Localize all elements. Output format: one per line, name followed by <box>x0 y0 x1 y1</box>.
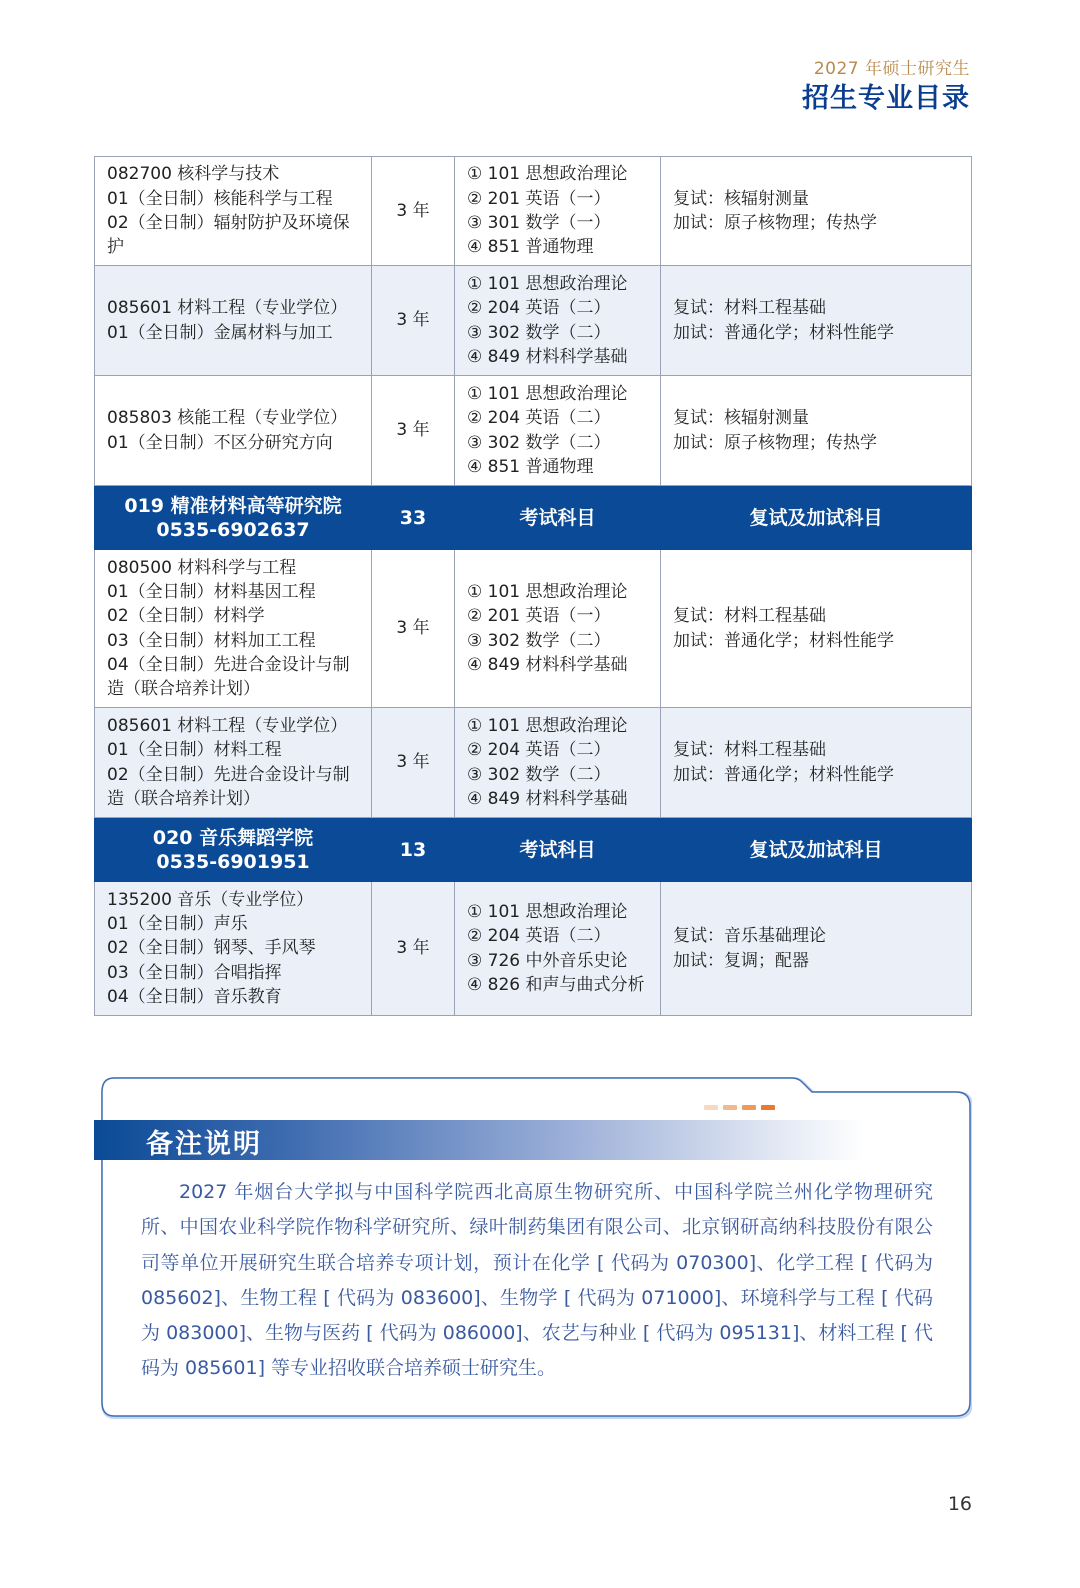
exam-subjects-cell-line: ① 101 思想政治理论 <box>467 164 628 185</box>
major-row <box>95 157 972 266</box>
study-years: 3 年 <box>372 882 455 1016</box>
major-cell-line: 02（全日制）材料学 <box>107 606 265 627</box>
major-cell-line: 03（全日制）合唱指挥 <box>107 962 282 983</box>
major-cell-line: 03（全日制）材料加工工程 <box>107 630 316 651</box>
major-cell-line: 01（全日制）金属材料与加工 <box>107 322 333 343</box>
major-cell-line: 护 <box>107 237 124 258</box>
school-quota: 13 <box>372 818 455 882</box>
exam-subjects-cell <box>455 376 661 486</box>
catalog-title: 招生专业目录 <box>802 83 970 114</box>
study-years: 3 年 <box>372 550 455 708</box>
dot-4 <box>761 1105 775 1110</box>
major-cell <box>95 376 372 486</box>
page-number: 16 <box>947 1493 972 1515</box>
major-row <box>95 708 972 818</box>
retest-subjects-cell <box>661 376 972 486</box>
major-cell-line: 135200 音乐（专业学位） <box>107 889 314 910</box>
major-cell-line: 04（全日制）音乐教育 <box>107 986 282 1007</box>
exam-subjects-cell-line: ③ 302 数学（二） <box>467 322 611 343</box>
exam-subjects-cell <box>455 708 661 818</box>
exam-subjects-cell-line: ① 101 思想政治理论 <box>467 273 628 294</box>
major-cell-line: 01（全日制）核能科学与工程 <box>107 188 333 209</box>
major-cell-line: 01（全日制）声乐 <box>107 914 248 935</box>
exam-subjects-cell-line: ④ 826 和声与曲式分析 <box>467 974 645 995</box>
study-years: 3 年 <box>372 157 455 266</box>
exam-subjects-cell <box>455 882 661 1016</box>
retest-subjects-cell-line: 加试：原子核物理；传热学 <box>673 432 877 453</box>
study-years: 3 年 <box>372 376 455 486</box>
dot-2 <box>723 1105 737 1110</box>
major-cell-line: 造（联合培养计划） <box>107 679 260 700</box>
major-cell <box>95 708 372 818</box>
major-row <box>95 882 972 1016</box>
exam-subjects-cell-line: ② 204 英语（二） <box>467 740 611 761</box>
major-cell-line: 085601 材料工程（专业学位） <box>107 298 348 319</box>
retest-subjects-cell <box>661 708 972 818</box>
retest-subjects-cell-line: 加试：普通化学；材料性能学 <box>673 322 894 343</box>
major-cell-line: 01（全日制）不区分研究方向 <box>107 432 333 453</box>
retest-subjects-cell <box>661 157 972 266</box>
major-cell-line: 01（全日制）材料基因工程 <box>107 581 316 602</box>
school-header-row <box>95 486 972 550</box>
major-cell-line: 造（联合培养计划） <box>107 788 260 809</box>
retest-subjects-cell-line: 复试：材料工程基础 <box>673 298 826 319</box>
dot-3 <box>742 1105 756 1110</box>
major-cell-line: 01（全日制）材料工程 <box>107 740 282 761</box>
retest-subjects-cell-line: 复试：材料工程基础 <box>673 606 826 627</box>
exam-subjects-cell <box>455 550 661 708</box>
major-cell-line: 02（全日制）钢琴、手风琴 <box>107 938 316 959</box>
major-cell <box>95 266 372 376</box>
exam-subjects-cell-line: ④ 851 普通物理 <box>467 456 594 477</box>
major-cell-line: 085601 材料工程（专业学位） <box>107 715 348 736</box>
school-name-cell <box>95 818 372 882</box>
exam-subjects-cell <box>455 157 661 266</box>
exam-subjects-cell-line: ④ 849 材料科学基础 <box>467 346 628 367</box>
exam-subjects-cell-line: ④ 849 材料科学基础 <box>467 654 628 675</box>
retest-subjects-cell <box>661 266 972 376</box>
retest-subjects-header: 复试及加试科目 <box>661 818 972 882</box>
exam-subjects-cell-line: ③ 302 数学（二） <box>467 764 611 785</box>
exam-subjects-cell-line: ① 101 思想政治理论 <box>467 715 628 736</box>
exam-subjects-cell-line: ① 101 思想政治理论 <box>467 383 628 404</box>
exam-subjects-header: 考试科目 <box>455 818 661 882</box>
catalog-subtitle: 2027 年硕士研究生 <box>813 59 970 79</box>
dot-1 <box>704 1105 718 1110</box>
school-quota: 33 <box>372 486 455 550</box>
retest-subjects-cell-line: 加试：普通化学；材料性能学 <box>673 630 894 651</box>
major-cell <box>95 882 372 1016</box>
major-cell-line: 04（全日制）先进合金设计与制 <box>107 654 350 675</box>
exam-subjects-cell-line: ④ 851 普通物理 <box>467 237 594 258</box>
retest-subjects-cell-line: 复试：音乐基础理论 <box>673 926 826 947</box>
study-years: 3 年 <box>372 708 455 818</box>
major-cell-line: 085803 核能工程（专业学位） <box>107 408 348 429</box>
school-name-cell <box>95 486 372 550</box>
major-cell-line: 02（全日制）先进合金设计与制 <box>107 764 350 785</box>
major-cell <box>95 550 372 708</box>
remarks-text: 2027 年烟台大学拟与中国科学院西北高原生物研究所、中国科学院兰州化学物理研究所、中国农业科学院作物科学研究所、绿叶制药集团有限公司、北京钢研高纳科技股份有限公司等单位开展研究生联合培养专项计划，预计在化学 [ 代码为 070300]、化学工程 [ 代码为 085602]、生物工程 [ 代码为 083600]、生物学 [ 代码为 071000]、环境科学与工程 [ 代码为 083000]、生物与医药 [ 代码为 086000]、农艺与种业 [ 代码为 095131]、材料工程 [ 代码为 085601] 等专业招收联合培养硕士研究生。 <box>141 1181 933 1380</box>
school-name: 019 精准材料高等研究院 <box>124 494 342 517</box>
school-phone: 0535-6902637 <box>156 518 310 541</box>
retest-subjects-cell-line: 复试：材料工程基础 <box>673 740 826 761</box>
major-row <box>95 376 972 486</box>
exam-subjects-cell-line: ③ 301 数学（一） <box>467 213 611 233</box>
retest-subjects-header: 复试及加试科目 <box>661 486 972 550</box>
major-cell-line: 082700 核科学与技术 <box>107 164 280 185</box>
school-header-row <box>95 818 972 882</box>
major-catalog-table <box>94 156 972 1016</box>
school-name: 020 音乐舞蹈学院 <box>152 826 314 849</box>
major-cell-line: 02（全日制）辐射防护及环境保 <box>107 213 350 233</box>
exam-subjects-cell-line: ③ 302 数学（二） <box>467 432 611 453</box>
retest-subjects-cell-line: 加试：复调；配器 <box>673 950 809 971</box>
major-cell <box>95 157 372 266</box>
exam-subjects-cell-line: ① 101 思想政治理论 <box>467 581 628 602</box>
retest-subjects-cell-line: 复试：核辐射测量 <box>673 408 809 429</box>
exam-subjects-cell-line: ① 101 思想政治理论 <box>467 901 628 922</box>
major-cell-line: 080500 材料科学与工程 <box>107 557 297 578</box>
exam-subjects-header: 考试科目 <box>455 486 661 550</box>
exam-subjects-cell <box>455 266 661 376</box>
exam-subjects-cell-line: ③ 726 中外音乐史论 <box>467 950 628 971</box>
retest-subjects-cell-line: 加试：原子核物理；传热学 <box>673 213 877 233</box>
study-years: 3 年 <box>372 266 455 376</box>
major-row <box>95 266 972 376</box>
remarks-panel <box>100 1076 972 1417</box>
exam-subjects-cell-line: ② 201 英语（一） <box>467 606 611 627</box>
retest-subjects-cell <box>661 882 972 1016</box>
retest-subjects-cell-line: 加试：普通化学；材料性能学 <box>673 764 894 785</box>
decorative-dots <box>704 1095 780 1114</box>
major-row <box>95 550 972 708</box>
school-phone: 0535-6901951 <box>156 850 310 873</box>
exam-subjects-cell-line: ④ 849 材料科学基础 <box>467 788 628 809</box>
exam-subjects-cell-line: ② 204 英语（二） <box>467 926 611 947</box>
exam-subjects-cell-line: ② 204 英语（二） <box>467 408 611 429</box>
exam-subjects-cell-line: ② 204 英语（二） <box>467 298 611 319</box>
exam-subjects-cell-line: ③ 302 数学（二） <box>467 630 611 651</box>
retest-subjects-cell-line: 复试：核辐射测量 <box>673 188 809 209</box>
retest-subjects-cell <box>661 550 972 708</box>
remarks-title: 备注说明 <box>146 1129 262 1160</box>
exam-subjects-cell-line: ② 201 英语（一） <box>467 188 611 209</box>
